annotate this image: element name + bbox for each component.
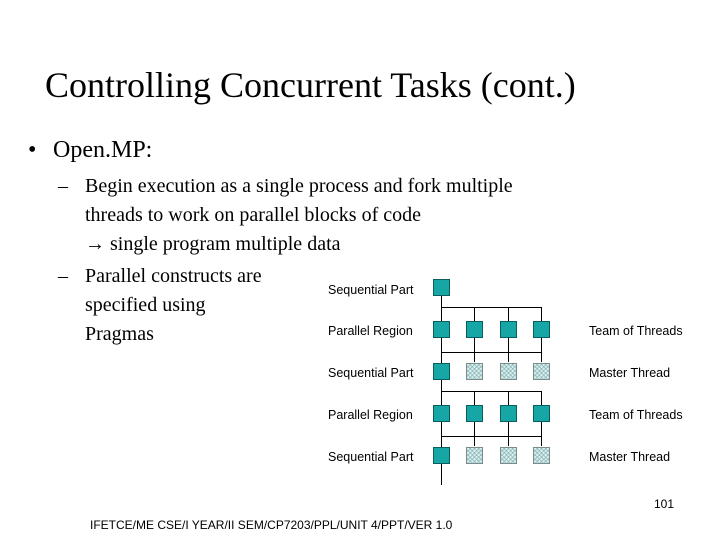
idle-thread-square — [500, 447, 517, 464]
idle-thread-square — [533, 363, 550, 380]
row-label-3: Sequential Part — [328, 366, 414, 380]
row-right-label-5: Master Thread — [589, 450, 671, 464]
master-thread-square — [433, 321, 450, 338]
row-label-2: Parallel Region — [328, 324, 413, 338]
sub-bullet-pragmas-line1-text: Parallel constructs are — [85, 265, 262, 287]
join-bar-2 — [441, 436, 542, 437]
sub-bullet-pragmas-line2: specified using — [85, 294, 206, 316]
bullet-openmp-text: Open.MP: — [53, 137, 153, 163]
master-thread-square — [433, 363, 450, 380]
bullet-glyph: • — [28, 137, 37, 163]
idle-thread-square — [466, 447, 483, 464]
fork-bar-2 — [441, 391, 542, 392]
page-number: 101 — [654, 497, 675, 511]
sub-bullet-execution-line2: threads to work on parallel blocks of code — [85, 204, 422, 226]
idle-thread-square — [533, 447, 550, 464]
row-right-label-2: Team of Threads — [589, 324, 683, 338]
row-right-label-4: Team of Threads — [589, 408, 683, 422]
fork-bar-1 — [441, 307, 542, 308]
dash-glyph: – — [58, 265, 68, 287]
row-label-4: Parallel Region — [328, 408, 413, 422]
join-bar-1 — [441, 352, 542, 353]
worker-thread-square — [466, 321, 483, 338]
right-arrow-icon: → — [85, 233, 105, 255]
row-right-label-3: Master Thread — [589, 366, 671, 380]
idle-thread-square — [500, 363, 517, 380]
slide-title: Controlling Concurrent Tasks (cont.) — [45, 65, 576, 105]
master-thread-square — [433, 279, 450, 296]
sub-bullet-execution-line3-text: single program multiple data — [105, 233, 341, 255]
worker-thread-square — [533, 321, 550, 338]
worker-thread-square — [500, 405, 517, 422]
row-label-5: Sequential Part — [328, 450, 414, 464]
worker-thread-square — [500, 321, 517, 338]
row-label-1: Sequential Part — [328, 283, 414, 297]
worker-thread-square — [533, 405, 550, 422]
worker-thread-square — [466, 405, 483, 422]
dash-glyph: – — [58, 175, 68, 197]
sub-bullet-execution-line1-text: Begin execution as a single process and fork multiple — [85, 175, 513, 197]
idle-thread-square — [466, 363, 483, 380]
sub-bullet-pragmas-line3: Pragmas — [85, 323, 154, 345]
master-thread-square — [433, 447, 450, 464]
footer-course-info: IFETCE/ME CSE/I YEAR/II SEM/CP7203/PPL/UNIT 4/PPT/VER 1.0 — [90, 518, 453, 532]
master-thread-square — [433, 405, 450, 422]
